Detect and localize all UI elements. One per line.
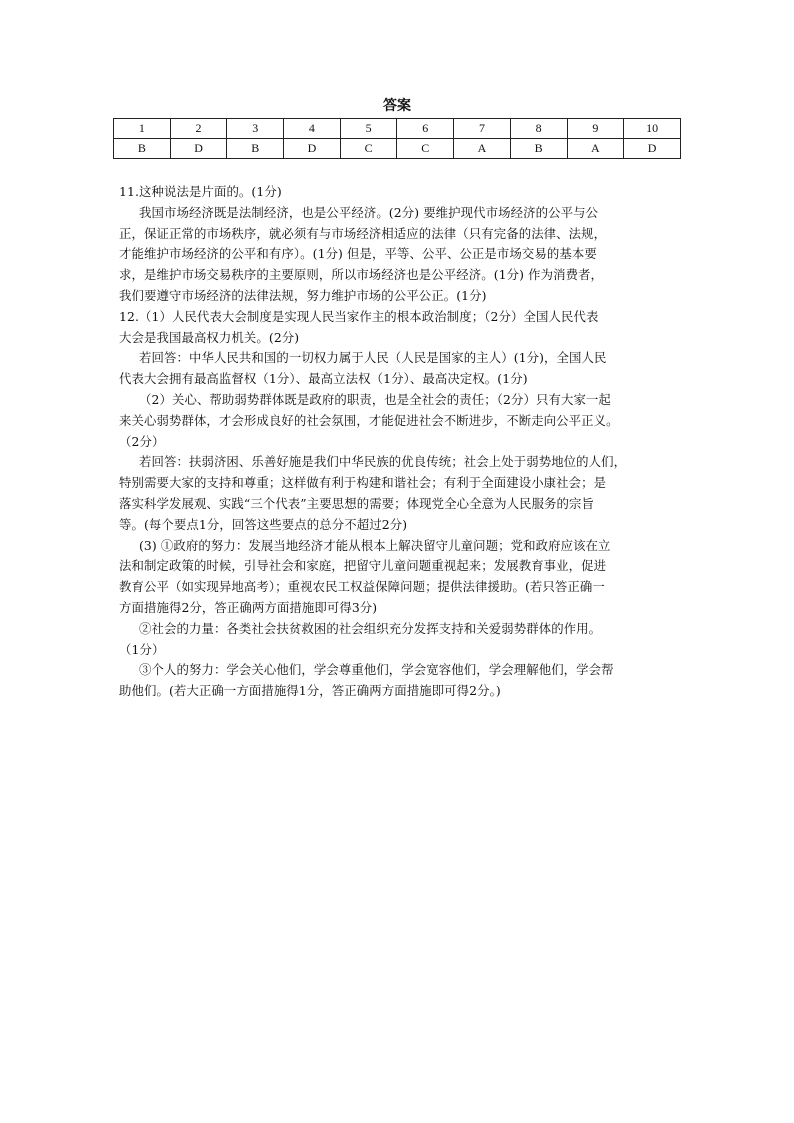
text-line: （2）关心、帮助弱势群体既是政府的职责，也是全社会的责任；（2分）只有大家一起: [139, 391, 611, 407]
answer-cell: B: [114, 139, 171, 159]
text-line: 代表大会拥有最高监督权（1分）、最高立法权（1分）、最高决定权。(1分): [119, 371, 528, 387]
answer-cell: C: [340, 139, 397, 159]
question-number-cell: 9: [567, 119, 624, 139]
answer-row: [114, 139, 681, 159]
text-line: 正，保证正常的市场秩序，就必须有与市场经济相适应的法律（只有完备的法律、法规，: [119, 225, 607, 241]
question-number-cell: 10: [624, 119, 681, 139]
text-line: 12.（1）人民代表大会制度是实现人民当家作主的根本政治制度；（2分）全国人民代表: [119, 308, 599, 324]
question-number-cell: 8: [510, 119, 567, 139]
answer-explanation: [119, 182, 687, 702]
text-line: 来关心弱势群体，才会形成良好的社会氛围，才能促进社会不断进步，不断走向公平正义。: [119, 412, 619, 428]
answer-cell: B: [510, 139, 567, 159]
answer-cell: D: [624, 139, 681, 159]
text-line: ③个人的努力：学会关心他们，学会尊重他们，学会宽容他们，学会理解他们，学会帮: [139, 662, 614, 678]
text-line: 法和制定政策的时候，引导社会和家庭，把留守儿童问题重视起来；发展教育事业，促进: [119, 558, 607, 574]
text-line: （1分）: [119, 641, 165, 657]
question-number-cell: 5: [340, 119, 397, 139]
question-number-cell: 3: [227, 119, 284, 139]
question-number-cell: 2: [170, 119, 227, 139]
question-number-row: [114, 119, 681, 139]
answer-cell: B: [227, 139, 284, 159]
text-line: （2分）: [119, 433, 165, 449]
text-line: 助他们。(若大正确一方面措施得1分，答正确两方面措施即可得2分。): [119, 683, 501, 699]
text-line: 落实科学发展观、实践“三个代表”主要思想的需要；体现党全心全意为人民服务的宗旨: [119, 495, 595, 511]
question-number-cell: 1: [114, 119, 171, 139]
text-line: (3) ①政府的努力：发展当地经济才能从根本上解决留守儿童问题；党和政府应该在立: [139, 537, 611, 553]
text-line: ②社会的力量：各类社会扶贫救困的社会组织充分发挥支持和关爱弱势群体的作用。: [139, 620, 602, 636]
text-line: 教育公平（如实现异地高考）；重视农民工权益保障问题；提供法律援助。(若只答正确一: [119, 579, 605, 595]
answer-cell: D: [170, 139, 227, 159]
text-line: 才能维护市场经济的公平和有序）。(1分) 但是，平等、公平、公正是市场交易的基本要: [119, 246, 597, 262]
text-line: 方面措施得2分，答正确两方面措施即可得3分): [119, 599, 378, 615]
text-line: 等。(每个要点1分，回答这些要点的总分不超过2分): [119, 516, 408, 532]
page-title: 答案: [383, 98, 411, 114]
text-line: 求，是维护市场交易秩序的主要原则，所以市场经济也是公平经济。(1分) 作为消费者，: [119, 267, 604, 283]
text-line: 特别需要大家的支持和尊重；这样做有利于构建和谐社会；有利于全面建设小康社会；是: [119, 475, 607, 491]
text-line: 大会是我国最高权力机关。(2分): [119, 329, 300, 345]
answer-cell: A: [567, 139, 624, 159]
answer-cell: C: [397, 139, 454, 159]
question-number-cell: 6: [397, 119, 454, 139]
text-line: 我们要遵守市场经济的法律法规，努力维护市场的公平公正。(1分): [119, 287, 487, 303]
answer-table: [113, 118, 681, 159]
text-line: 若回答：中华人民共和国的一切权力属于人民（人民是国家的主人）(1分)，全国人民: [139, 350, 607, 366]
answer-cell: D: [284, 139, 341, 159]
text-line: 11.这种说法是片面的。(1分): [119, 184, 282, 199]
question-number-cell: 4: [284, 119, 341, 139]
text-line: 我国市场经济既是法制经济，也是公平经济。(2分) 要维护现代市场经济的公平与公: [139, 204, 599, 220]
question-number-cell: 7: [454, 119, 511, 139]
text-line: 若回答：扶弱济困、乐善好施是我们中华民族的优良传统；社会上处于弱势地位的人们，: [139, 454, 627, 470]
answer-cell: A: [454, 139, 511, 159]
